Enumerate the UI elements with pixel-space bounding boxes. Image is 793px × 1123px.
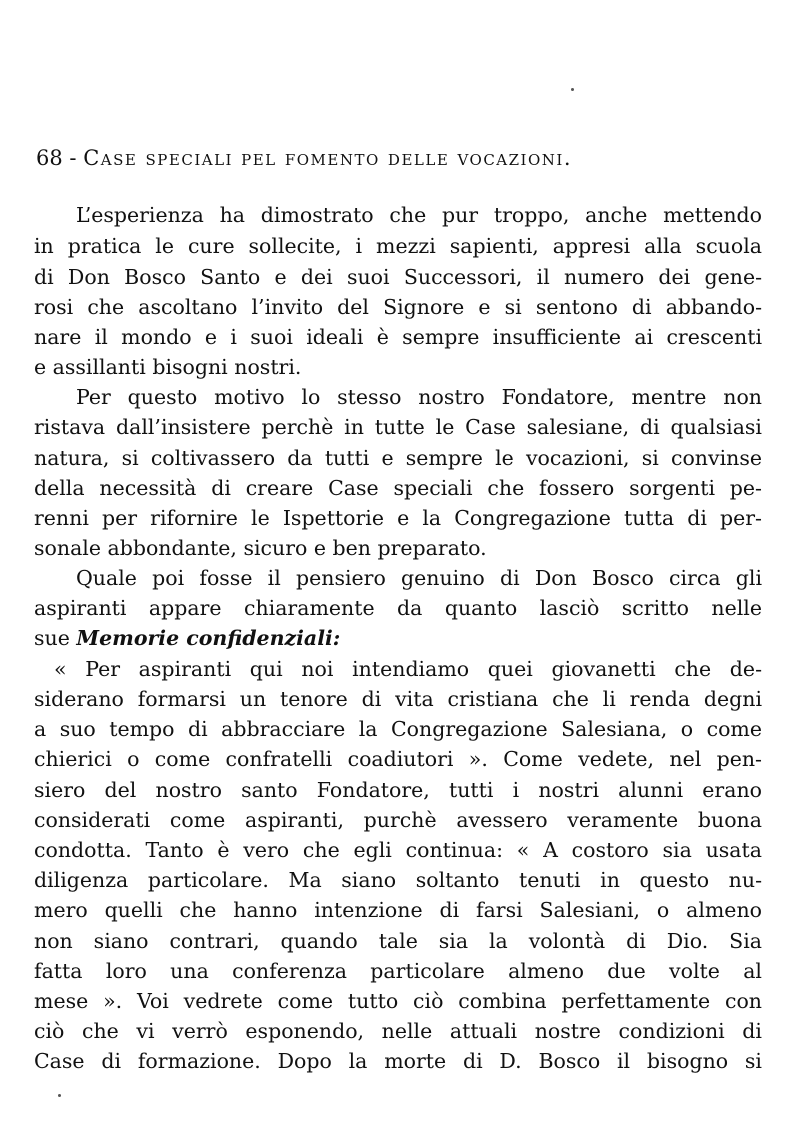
text-line: natura, si coltivassero da tutti e sempre le vocazioni, si convinse xyxy=(34,446,762,470)
running-title: Case speciali pel fomento delle vocazioni. xyxy=(83,146,572,170)
page-number: 68 xyxy=(36,146,63,170)
text-line: di Don Bosco Santo e dei suoi Successori, il numero dei gene- xyxy=(34,265,762,289)
header-separator: - xyxy=(69,146,77,170)
text-line xyxy=(34,623,762,653)
text-fragment: sue xyxy=(34,626,70,650)
text-line: nare il mondo e i suoi ideali è sempre insufficiente ai crescenti xyxy=(34,325,762,349)
text-line: condotta. Tanto è vero che egli continua: « A costoro sia usata xyxy=(34,838,762,862)
running-header xyxy=(36,146,766,176)
text-line: Quale poi fosse il pensiero genuino di Don Bosco circa gli xyxy=(76,566,762,590)
text-line: chierici o come confratelli coadiutori ». Come vedete, nel pen- xyxy=(34,747,762,771)
text-line: siderano formarsi un tenore di vita cristiana che li renda degni xyxy=(34,687,762,711)
text-line: e assillanti bisogni nostri. xyxy=(34,355,302,379)
scan-speck xyxy=(571,88,574,91)
text-line: Per questo motivo lo stesso nostro Fondatore, mentre non xyxy=(76,385,762,409)
text-line: sonale abbondante, sicuro e ben preparato. xyxy=(34,536,487,560)
text-line: Case di formazione. Dopo la morte di D. Bosco il bisogno si xyxy=(34,1049,762,1073)
text-line: L’esperienza ha dimostrato che pur troppo, anche mettendo xyxy=(76,203,762,227)
text-line: renni per rifornire le Ispettorie e la Congregazione tutta di per- xyxy=(34,506,762,530)
text-line: ristava dall’insistere perchè in tutte le Case salesiane, di qualsiasi xyxy=(34,415,762,439)
text-line: a suo tempo di abbracciare la Congregazione Salesiana, o come xyxy=(34,717,762,741)
text-line: rosi che ascoltano l’invito del Signore e si sentono di abbando- xyxy=(34,295,762,319)
text-line: mero quelli che hanno intenzione di farsi Salesiani, o almeno xyxy=(34,898,762,922)
text-line: della necessità di creare Case speciali che fossero sorgenti pe- xyxy=(34,476,762,500)
text-line: fatta loro una conferenza particolare almeno due volte al xyxy=(34,959,762,983)
text-line: considerati come aspiranti, purchè avessero veramente buona xyxy=(34,808,762,832)
text-line: non siano contrari, quando tale sia la volontà di Dio. Sia xyxy=(34,929,762,953)
text-line: aspiranti appare chiaramente da quanto lasciò scritto nelle xyxy=(34,596,762,620)
scan-speck xyxy=(58,1094,61,1097)
text-line: ciò che vi verrò esponendo, nelle attuali nostre condizioni di xyxy=(34,1019,762,1043)
italic-title: Memorie confidenziali: xyxy=(76,626,341,650)
text-line: diligenza particolare. Ma siano soltanto tenuti in questo nu- xyxy=(34,868,762,892)
text-line: in pratica le cure sollecite, i mezzi sapienti, appresi alla scuola xyxy=(34,234,762,258)
text-line: « Per aspiranti qui noi intendiamo quei giovanetti che de- xyxy=(54,657,762,681)
text-line: siero del nostro santo Fondatore, tutti i nostri alunni erano xyxy=(34,778,762,802)
text-line: mese ». Voi vedrete come tutto ciò combina perfettamente con xyxy=(34,989,762,1013)
